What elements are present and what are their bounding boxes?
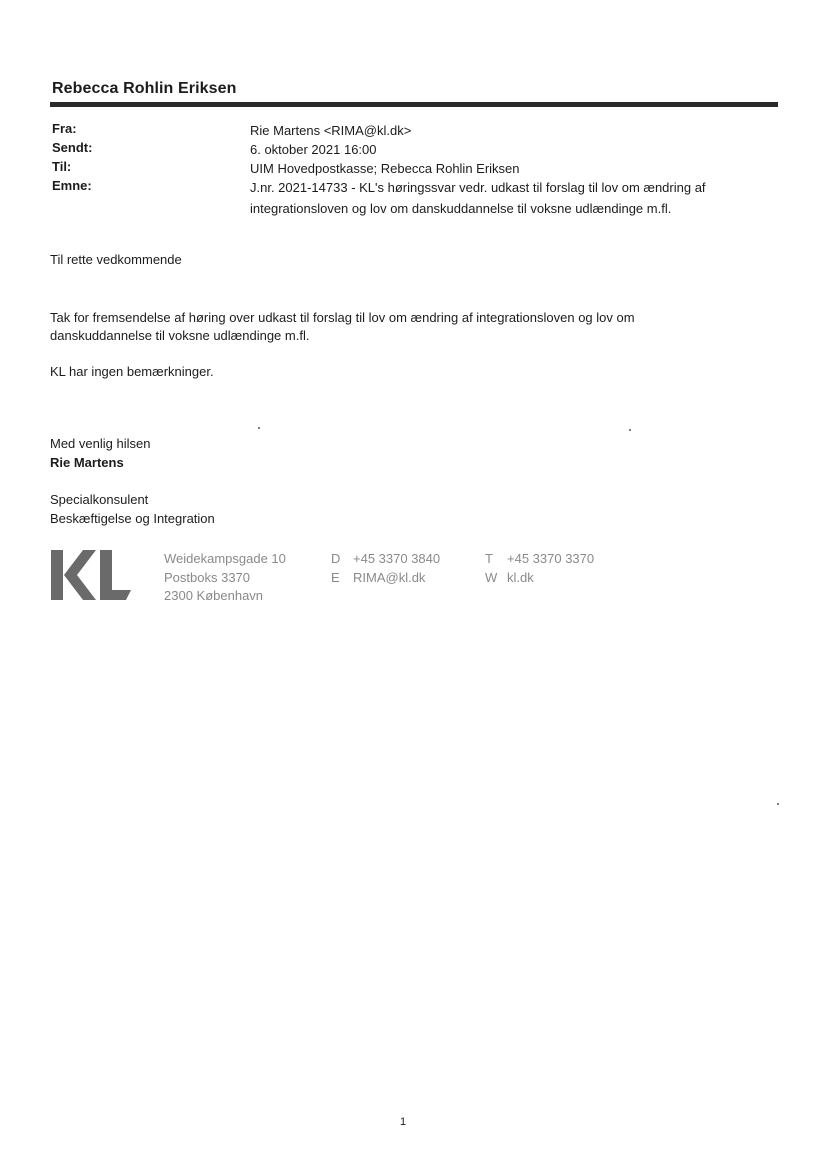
direct-contact-block (331, 550, 440, 587)
signature-department: Beskæftigelse og Integration (50, 511, 215, 526)
to-label: Til: (52, 159, 72, 174)
phone-key: T (485, 551, 493, 566)
kl-logo (50, 549, 132, 601)
email-key: E (331, 569, 340, 585)
sent-label: Sendt: (52, 140, 93, 155)
direct-phone: +45 3370 3840 (353, 551, 441, 566)
to-value: UIM Hovedpostkasse; Rebecca Rohlin Eriksen (250, 161, 520, 176)
address-line-3: 2300 København (164, 588, 264, 603)
main-phone: +45 3370 3370 (507, 551, 595, 566)
scan-speck (258, 427, 260, 429)
from-value: Rie Martens <RIMA@kl.dk> (250, 123, 412, 138)
scan-speck (777, 803, 779, 805)
greeting: Til rette vedkommende (50, 252, 182, 267)
general-contact-block (485, 550, 594, 587)
address-line-2: Postboks 3370 (164, 569, 251, 585)
page-number: 1 (400, 1116, 407, 1128)
signature-title: Specialkonsulent (50, 492, 149, 507)
email-address: RIMA@kl.dk (353, 569, 426, 585)
subject-line-1: J.nr. 2021-14733 - KL's høringssvar vedr. udkast til forslag til lov om ændring af (250, 180, 706, 195)
direct-key: D (331, 551, 341, 566)
address-line-1: Weidekampsgade 10 (164, 551, 286, 566)
body-paragraph-1-line-2: danskuddannelse til voksne udlændinge m.fl. (50, 328, 310, 343)
sender-header-name: Rebecca Rohlin Eriksen (52, 80, 237, 97)
subject-line-2: integrationsloven og lov om danskuddannelse til voksne udlændinge m.fl. (250, 201, 672, 216)
web-key: W (485, 569, 498, 585)
body-paragraph-2: KL har ingen bemærkninger. (50, 364, 214, 379)
signature-name: Rie Martens (50, 455, 124, 470)
address-block (164, 550, 286, 606)
body-paragraph-1-line-1: Tak for fremsendelse af høring over udkast til forslag til lov om ændring af integrationsloven og lov om (50, 310, 635, 325)
sent-value: 6. oktober 2021 16:00 (250, 142, 377, 157)
header-divider (50, 102, 778, 107)
scan-speck (629, 429, 631, 431)
website: kl.dk (507, 569, 534, 585)
closing: Med venlig hilsen (50, 436, 151, 451)
subject-label: Emne: (52, 178, 92, 193)
from-label: Fra: (52, 121, 77, 136)
